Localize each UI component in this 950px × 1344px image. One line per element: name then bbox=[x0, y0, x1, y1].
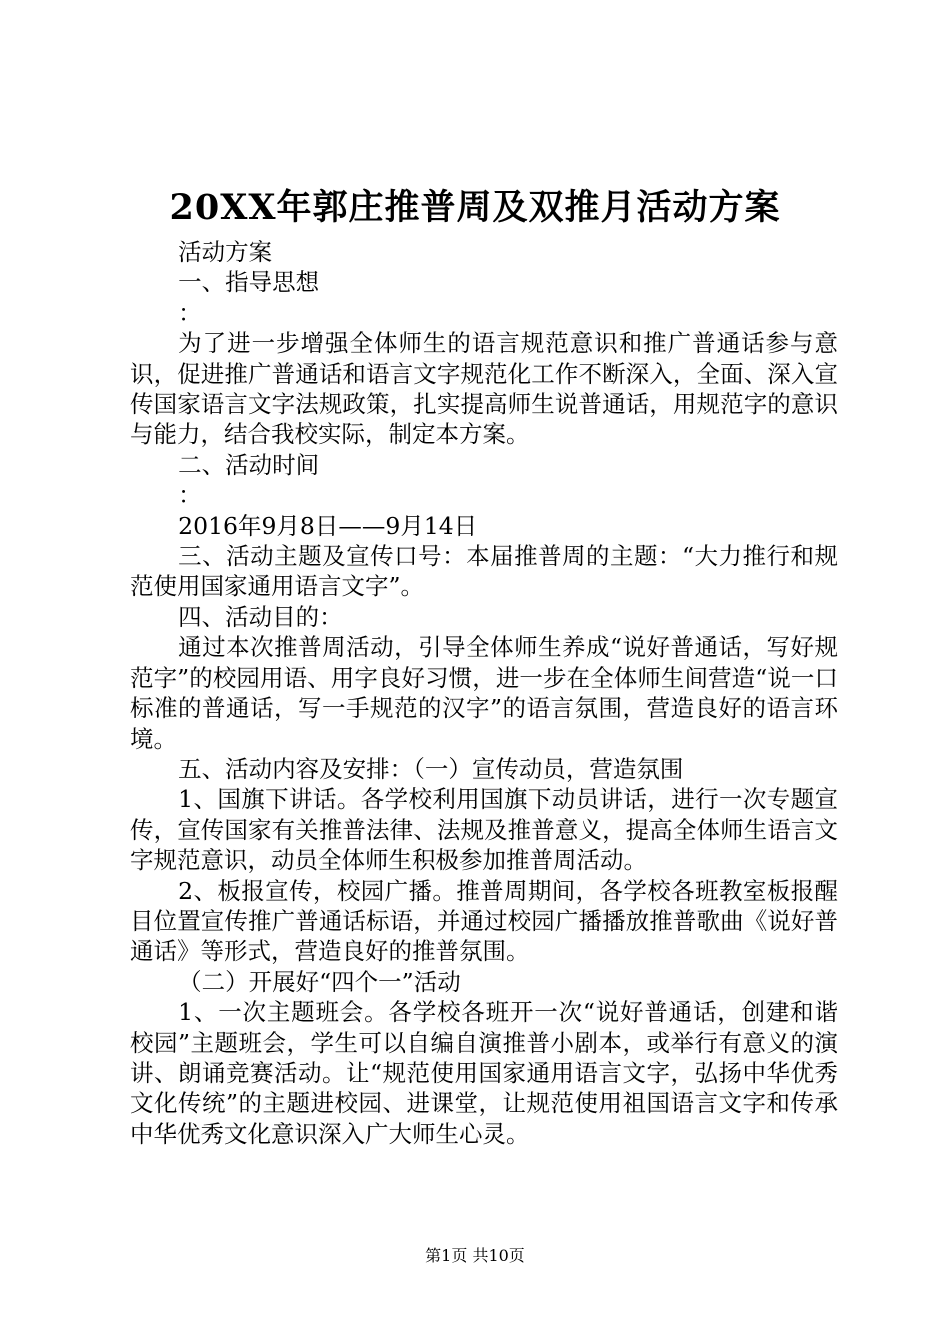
section-heading: 五、活动内容及安排：（一）宣传动员，营造氛围 bbox=[178, 754, 684, 783]
section-heading: 一、指导思想 bbox=[178, 268, 320, 297]
document-title: 20XX年郭庄推普周及双推月活动方案 bbox=[169, 187, 781, 228]
subsection-heading: （二）开展好“四个一”活动 bbox=[178, 967, 461, 996]
section-heading: 三、活动主题及宣传口号：本届推普周的主题：“大力推行和规范使用国家通用语言文字”。 bbox=[130, 542, 838, 601]
paragraph: 通过本次推普周活动，引导全体师生养成“说好普通话，写好规范字”的校园用语、用字良好习惯，进一步在全体师生间营造“说一口标准的普通话，写一手规范的汉字”的语言氛围，营造良好的语言环境。 bbox=[130, 633, 838, 753]
section-heading: 四、活动目的： bbox=[178, 602, 343, 631]
paragraph: 2、板报宣传，校园广播。推普周期间，各学校各班教室板报醒目位置宣传推广普通话标语，并通过校园广播播放推普歌曲《说好普通话》等形式，营造良好的推普氛围。 bbox=[130, 876, 838, 966]
section-heading: 二、活动时间 bbox=[178, 450, 320, 479]
paragraph: 1、国旗下讲话。各学校利用国旗下动员讲话，进行一次专题宣传，宣传国家有关推普法律、法规及推普意义，提高全体师生语言文字规范意识，动员全体师生积极参加推普周活动。 bbox=[130, 785, 838, 875]
document-body bbox=[130, 237, 838, 1149]
paragraph: 1、一次主题班会。各学校各班开一次“说好普通话，创建和谐校园”主题班会，学生可以自编自演推普小剧本，或举行有意义的演讲、朗诵竞赛活动。让“规范使用国家通用语言文字，弘扬中华优秀文化传统”的主题进校园、进课堂，让规范使用祖国语言文字和传承中华优秀文化意识深入广大师生心灵。 bbox=[130, 998, 838, 1148]
paragraph: 2016年9月8日——9月14日 bbox=[178, 511, 478, 540]
paragraph: 活动方案 bbox=[178, 238, 273, 266]
paragraph: ： bbox=[178, 481, 202, 510]
page-number: 第1页 共10页 bbox=[425, 1246, 525, 1265]
paragraph: ： bbox=[178, 298, 202, 327]
paragraph: 为了进一步增强全体师生的语言规范意识和推广普通话参与意识，促进推广普通话和语言文字规范化工作不断深入，全面、深入宣传国家语言文字法规政策，扎实提高师生说普通话，用规范字的意识与能力，结合我校实际，制定本方案。 bbox=[130, 329, 838, 449]
